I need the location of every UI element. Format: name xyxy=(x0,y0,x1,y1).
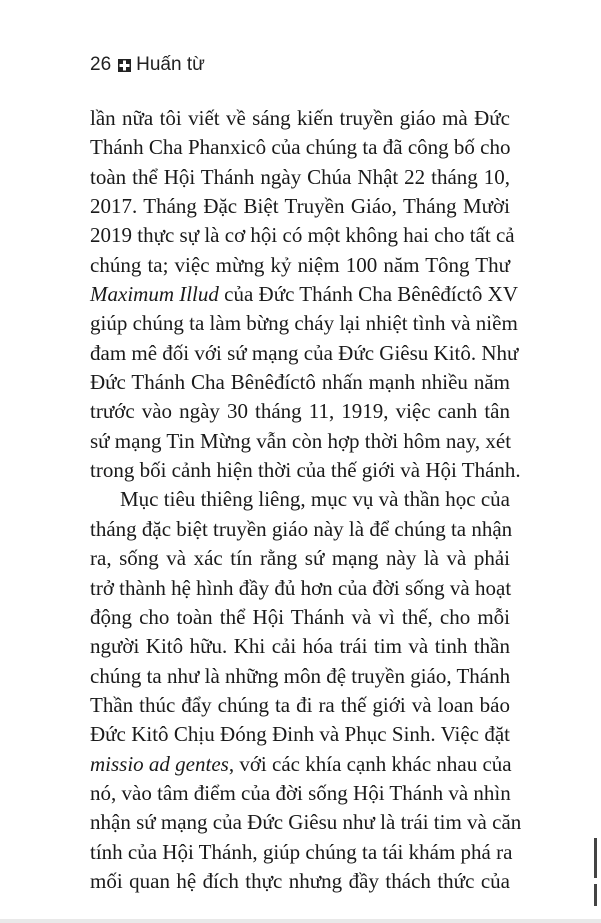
text-line: Thánh Cha Phanxicô của chúng ta đã công bố cho xyxy=(90,135,511,160)
text-line: trước vào ngày 30 tháng 11, 1919, việc canh tân xyxy=(90,399,510,424)
text-line: nhận sứ mạng của Đức Giêsu như là trái tim và căn xyxy=(90,810,522,835)
line-text: của Đức Thánh Cha Bênêđíctô XV xyxy=(218,282,518,307)
line-text: , với các khía cạnh khác nhau của xyxy=(228,751,512,776)
text-line: lần nữa tôi viết về sáng kiến truyền giáo mà Đức xyxy=(90,106,510,130)
text-line: động cho toàn thể Hội Thánh và vì thế, cho mỗi xyxy=(90,604,510,629)
italic-title: missio ad gentes xyxy=(90,751,229,776)
page-edge-mark xyxy=(594,838,597,878)
text-line: Đức Thánh Cha Bênêđíctô nhấn mạnh nhiều năm xyxy=(90,370,510,395)
text-line: 2017. Tháng Đặc Biệt Truyền Giáo, Tháng Mười xyxy=(90,194,510,219)
page-edge-mark xyxy=(594,884,597,906)
text-line: Thần thúc đẩy chúng ta đi ra thế giới và loan báo xyxy=(90,692,510,717)
running-header xyxy=(90,50,205,80)
text-line: chúng ta; việc mừng kỷ niệm 100 năm Tông Thư xyxy=(90,252,510,277)
text-line: người Kitô hữu. Khi cải hóa trái tim và tinh thần xyxy=(90,634,510,659)
text-line: Đức Kitô Chịu Đóng Đinh và Phục Sinh. Việc đặt xyxy=(90,722,510,747)
page-bottom-edge xyxy=(0,919,601,923)
text-line: trở thành hệ hình đầy đủ hơn của đời sống và hoạt xyxy=(90,575,512,600)
body-text xyxy=(90,104,522,896)
paragraph-2 xyxy=(90,485,522,896)
italic-title: Maximum Illud xyxy=(90,282,219,307)
text-line: đam mê đối với sứ mạng của Đức Giêsu Kitô. Như xyxy=(90,340,519,365)
page-number: 26 xyxy=(90,54,112,75)
text-line: mối quan hệ đích thực nhưng đầy thách thức của xyxy=(90,868,510,893)
text-line xyxy=(90,750,510,779)
paragraph-1 xyxy=(90,104,521,485)
text-line: ra, sống và xác tín rằng sứ mạng này là và phải xyxy=(90,546,510,571)
text-line: 2019 thực sự là cơ hội có một không hai cho tất cả xyxy=(90,223,515,248)
text-line: Mục tiêu thiêng liêng, mục vụ và thần học của xyxy=(120,487,510,512)
text-line: nó, vào tâm điểm của đời sống Hội Thánh và nhìn xyxy=(90,780,511,805)
text-line: tháng đặc biệt truyền giáo này là để chúng ta nhận xyxy=(90,516,513,541)
text-line: sứ mạng Tin Mừng vẫn còn hợp thời hôm nay, xét xyxy=(90,428,512,453)
cross-icon xyxy=(118,59,131,72)
text-line: tính của Hội Thánh, giúp chúng ta tái khám phá ra xyxy=(90,839,513,864)
running-title: Huấn từ xyxy=(136,54,205,75)
text-line: trong bối cảnh hiện thời của thế giới và Hội Thánh. xyxy=(90,458,521,483)
text-line xyxy=(90,280,518,309)
text-line: chúng ta như là những môn đệ truyền giáo, Thánh xyxy=(90,663,511,688)
text-line: giúp chúng ta làm bừng cháy lại nhiệt tình và niềm xyxy=(90,311,518,336)
text-line: toàn thể Hội Thánh ngày Chúa Nhật 22 tháng 10, xyxy=(90,164,510,189)
